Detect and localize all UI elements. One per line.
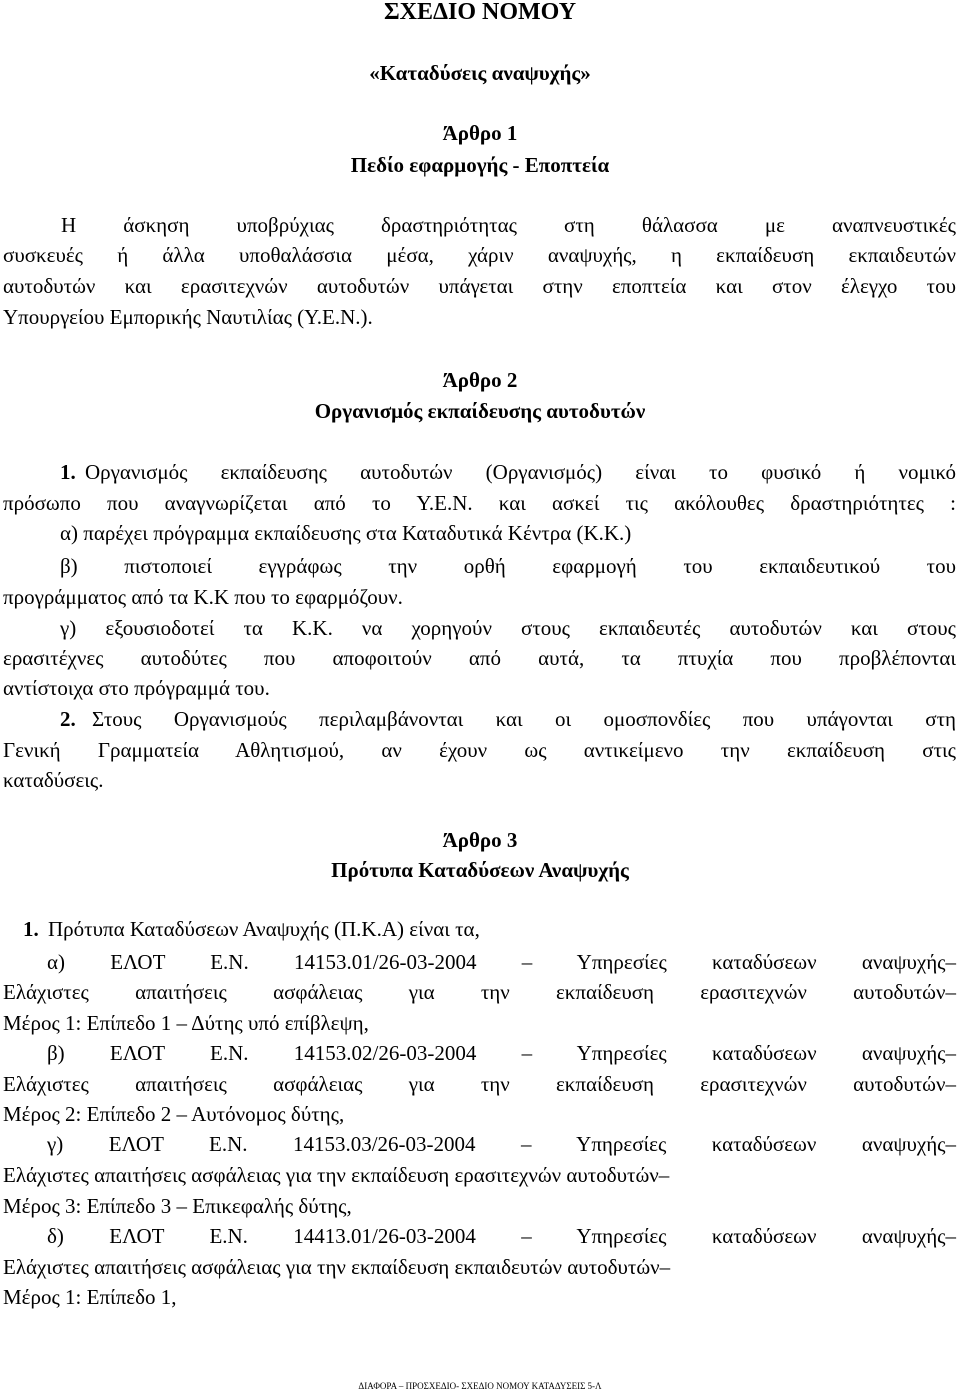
- article-3-line: β) ΕΛΟΤ Ε.Ν. 14153.02/26-03-2004 – Υπηρεσίες καταδύσεων αναψυχής–: [47, 1041, 956, 1065]
- article-2-line: β) πιστοποιεί εγγράφως την ορθή εφαρμογή του εκπαιδευτικού του: [60, 554, 956, 578]
- article-2-line: πρόσωπο που αναγνωρίζεται από το Υ.Ε.Ν. και ασκεί τις ακόλουθες δραστηριότητες :: [3, 491, 956, 515]
- article-2-para-2-number: 2.: [60, 707, 76, 731]
- page-footer: ΔΙΑΦΟΡΑ – ΠΡΟΣΧΕΔΙΟ- ΣΧΕΔΙΟ ΝΟΜΟΥ ΚΑΤΑΔΥΣΕΙΣ 5-Λ: [358, 1381, 602, 1391]
- document-title: ΣΧΕΔΙΟ ΝΟΜΟΥ: [383, 0, 577, 25]
- article-2-line: γ) εξουσιοδοτεί τα Κ.Κ. να χορηγούν στους εκπαιδευτές αυτοδυτών και στους: [60, 616, 956, 640]
- article-3-line: Ελάχιστες απαιτήσεις ασφάλειας για την εκπαίδευση εκπαιδευτών αυτοδυτών–: [3, 1255, 671, 1279]
- article-3-line: α) ΕΛΟΤ Ε.Ν. 14153.01/26-03-2004 – Υπηρεσίες καταδύσεων αναψυχής–: [47, 950, 956, 974]
- article-2-line: Οργανισμός εκπαίδευσης αυτοδυτών (Οργανισμός) είναι το φυσικό ή νομικό: [85, 460, 956, 484]
- article-2-line: Γενική Γραμματεία Αθλητισμού, αν έχουν ως αντικείμενο την εκπαίδευση στις: [3, 738, 956, 762]
- article-3-line: Μέρος 3: Επίπεδο 3 – Επικεφαλής δύτης,: [3, 1194, 352, 1218]
- article-3-line: Μέρος 1: Επίπεδο 1 – Δύτης υπό επίβλεψη,: [3, 1011, 369, 1035]
- article-3-line: δ) ΕΛΟΤ Ε.Ν. 14413.01/26-03-2004 – Υπηρεσίες καταδύσεων αναψυχής–: [47, 1224, 956, 1248]
- article-3-line: γ) ΕΛΟΤ Ε.Ν. 14153.03/26-03-2004 – Υπηρεσίες καταδύσεων αναψυχής–: [47, 1132, 956, 1156]
- article-2-line: ερασιτέχνες αυτοδύτες που αποφοιτούν από αυτά, τα πτυχία που προβλέπονται: [3, 646, 956, 670]
- article-3-line: Μέρος 1: Επίπεδο 1,: [3, 1285, 177, 1309]
- article-2-line: αντίστοιχα στο πρόγραμμά του.: [3, 676, 270, 700]
- article-3-number: Άρθρο 3: [442, 828, 518, 852]
- article-1-line: αυτοδυτών και ερασιτεχνών αυτοδυτών υπάγεται στην εποπτεία και στον έλεγχο του: [3, 274, 956, 298]
- document-subtitle: «Καταδύσεις αναψυχής»: [369, 61, 591, 85]
- article-2-line: καταδύσεις.: [3, 768, 104, 792]
- article-2-heading: Οργανισμός εκπαίδευσης αυτοδυτών: [314, 399, 646, 423]
- article-1-number: Άρθρο 1: [442, 121, 518, 145]
- article-3-line: Μέρος 2: Επίπεδο 2 – Αυτόνομος δύτης,: [3, 1102, 345, 1126]
- article-3-line: Ελάχιστες απαιτήσεις ασφάλειας για την εκπαίδευση ερασιτεχνών αυτοδυτών–: [3, 1163, 670, 1187]
- article-3-para-1-number: 1.: [23, 917, 39, 941]
- article-3-line: Πρότυπα Καταδύσεων Αναψυχής (Π.Κ.Α) είναι τα,: [48, 917, 480, 941]
- article-2-line: Στους Οργανισμούς περιλαμβάνονται και οι ομοσπονδίες που υπάγονται στη: [92, 707, 956, 731]
- article-1-heading: Πεδίο εφαρμογής - Εποπτεία: [350, 153, 610, 177]
- article-3-line: Ελάχιστες απαιτήσεις ασφάλειας για την εκπαίδευση ερασιτεχνών αυτοδυτών–: [3, 980, 956, 1004]
- article-2-number: Άρθρο 2: [442, 368, 518, 392]
- article-1-line: συσκευές ή άλλα υποθαλάσσια μέσα, χάριν αναψυχής, η εκπαίδευση εκπαιδευτών: [3, 243, 956, 267]
- article-2-para-1-number: 1.: [60, 460, 76, 484]
- article-3-line: Ελάχιστες απαιτήσεις ασφάλειας για την εκπαίδευση ερασιτεχνών αυτοδυτών–: [3, 1072, 956, 1096]
- article-1-line: Η άσκηση υποβρύχιας δραστηριότητας στη θάλασσα με αναπνευστικές: [61, 213, 956, 237]
- article-3-heading: Πρότυπα Καταδύσεων Αναψυχής: [331, 858, 629, 882]
- article-1-line: Υπουργείου Εμπορικής Ναυτιλίας (Υ.Ε.Ν.).: [3, 305, 373, 329]
- article-2-line: προγράμματος από τα Κ.Κ που το εφαρμόζουν.: [3, 585, 403, 609]
- article-2-line: α) παρέχει πρόγραμμα εκπαίδευσης στα Καταδυτικά Κέντρα (Κ.Κ.): [60, 521, 632, 545]
